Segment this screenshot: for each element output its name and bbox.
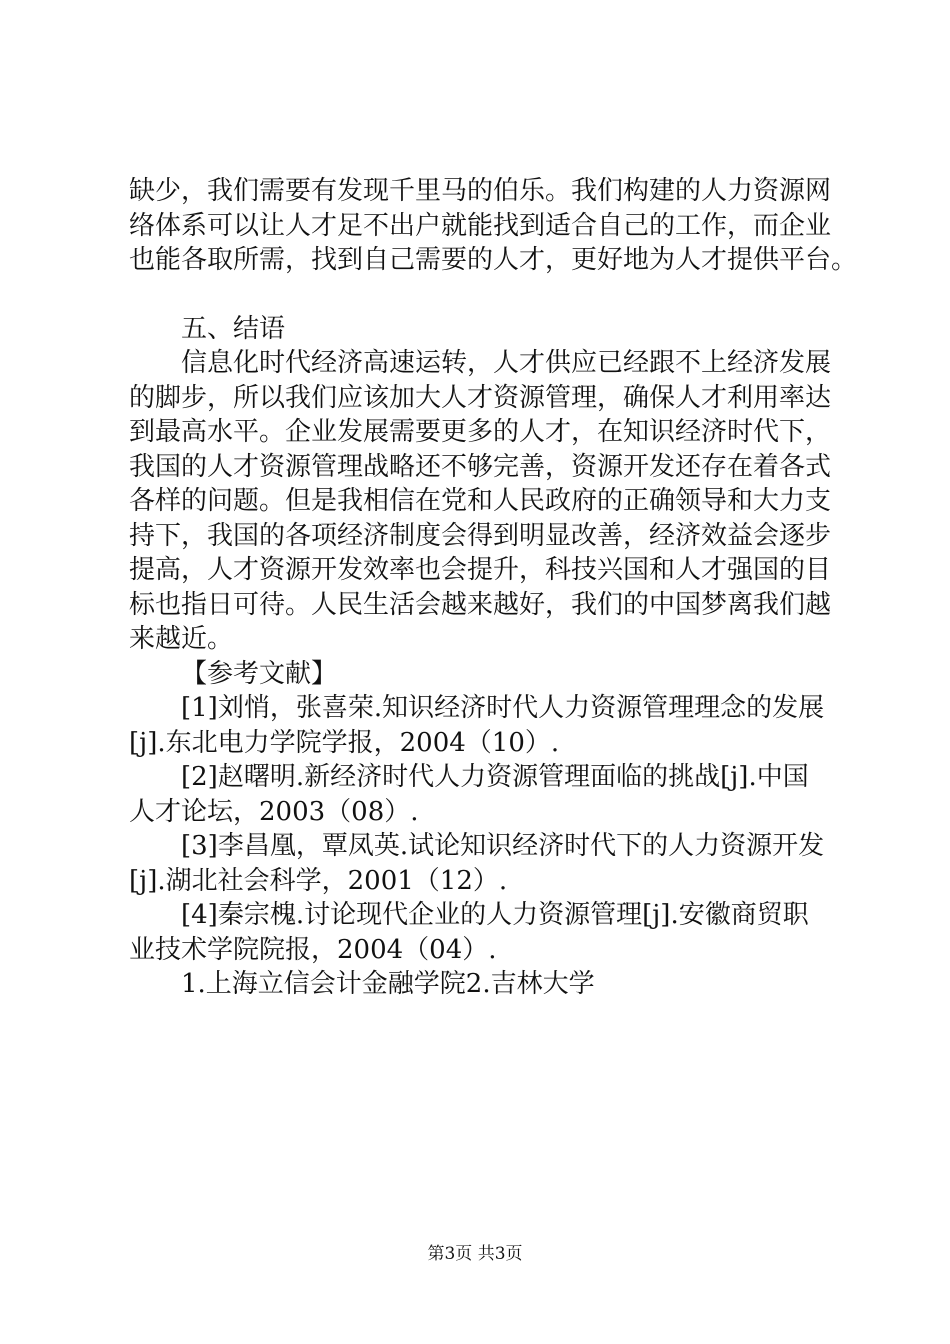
paragraph-line: 我国的人才资源管理战略还不够完善，资源开发还存在着各式 (129, 451, 832, 482)
reference-line: 人才论坛，2003（08）. (129, 796, 419, 827)
paragraph-line: 信息化时代经济高速运转，人才供应已经跟不上经济发展 (181, 348, 832, 378)
paragraph-line: 络体系可以让人才足不出户就能找到适合自己的工作，而企业 (129, 210, 832, 241)
reference-line: [j].湖北社会科学，2001（12）. (129, 865, 508, 896)
page-footer (0, 1243, 950, 1265)
paragraph-line: 也能各取所需，找到自己需要的人才，更好地为人才提供平台。 (129, 245, 858, 275)
reference-line: [1]刘悄，张喜荣.知识经济时代人力资源管理理念的发展 (181, 693, 825, 723)
paragraph-line: 的脚步，所以我们应该加大人才资源管理，确保人才利用率达 (129, 382, 832, 413)
body-text (129, 174, 858, 1002)
reference-line: [2]赵曙明.新经济时代人力资源管理面临的挑战[j].中国 (181, 762, 809, 792)
paragraph-line: 标也指日可待。人民生活会越来越好，我们的中国梦离我们越 (129, 589, 832, 620)
reference-line: [3]李昌凰，覃凤英.试论知识经济时代下的人力资源开发 (181, 831, 825, 861)
reference-line: [4]秦宗槐.讨论现代企业的人力资源管理[j].安徽商贸职 (181, 900, 809, 930)
paragraph-line: 各样的问题。但是我相信在党和人民政府的正确领导和大力支 (129, 486, 832, 516)
reference-line: [j].东北电力学院学报，2004（10）. (129, 727, 560, 758)
references-heading: 【参考文献】 (181, 658, 338, 689)
paragraph-line: 缺少，我们需要有发现千里马的伯乐。我们构建的人力资源网 (129, 176, 832, 206)
section-heading: 五、结语 (181, 313, 286, 344)
paragraph-line: 持下，我国的各项经济制度会得到明显改善，经济效益会逐步 (129, 520, 832, 551)
reference-line: 业技术学院院报，2004（04）. (129, 934, 497, 965)
page-number: 第3页 共3页 (427, 1244, 523, 1264)
paragraph-gap (129, 278, 841, 312)
paragraph-line: 提高，人才资源开发效率也会提升，科技兴国和人才强国的目 (129, 555, 832, 585)
author-affiliation: 1.上海立信会计金融学院2.吉林大学 (181, 969, 595, 999)
paragraph-line: 来越近。 (129, 624, 234, 654)
paragraph-line: 到最高水平。企业发展需要更多的人才，在知识经济时代下， (129, 417, 832, 447)
